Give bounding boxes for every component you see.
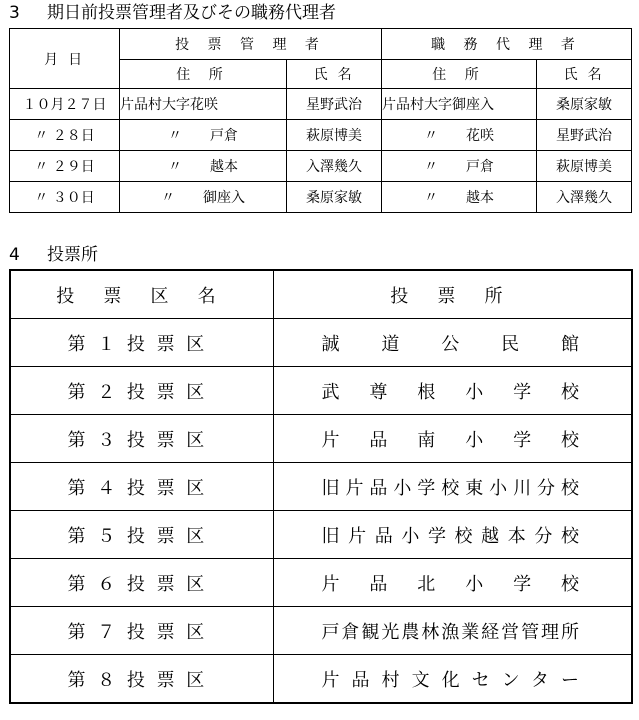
polling-station: 武尊根小学校 — [273, 367, 632, 415]
polling-station: 戸倉観光農林漁業経営管理所 — [273, 607, 632, 655]
row-date: １０月２７日 — [10, 89, 120, 120]
header-station: 投 票 所 — [273, 270, 632, 319]
row-date: 〃 ２９日 — [10, 151, 120, 182]
header-manager-group: 投 票 管 理 者 — [120, 29, 382, 60]
polling-station: 片品村文化センター — [273, 655, 632, 704]
table-row — [10, 607, 632, 655]
district-name: 第２投票区 — [10, 367, 273, 415]
header-deputy-address: 住 所 — [382, 60, 537, 89]
section-3-number: 3 — [9, 3, 20, 23]
header-date: 月 日 — [10, 29, 120, 89]
polling-station: 誠道公民館 — [273, 319, 632, 367]
row-deputy-name: 星野武治 — [537, 120, 632, 151]
row-deputy-name: 萩原博美 — [537, 151, 632, 182]
header-manager-name: 氏 名 — [287, 60, 382, 89]
table-row — [10, 463, 632, 511]
header-district: 投 票 区 名 — [10, 270, 273, 319]
polling-station: 片品南小学校 — [273, 415, 632, 463]
district-name: 第５投票区 — [10, 511, 273, 559]
row-deputy-address: 片品村大字御座入 — [382, 89, 537, 120]
row-manager-address: 〃 御座入 — [120, 182, 287, 213]
district-name: 第４投票区 — [10, 463, 273, 511]
row-date: 〃 ３０日 — [10, 182, 120, 213]
table-row — [10, 367, 632, 415]
section-4-number: 4 — [9, 245, 20, 265]
district-name: 第６投票区 — [10, 559, 273, 607]
early-voting-managers-table — [9, 28, 632, 213]
table-row — [10, 89, 632, 120]
row-manager-name: 星野武治 — [287, 89, 382, 120]
table-row — [10, 319, 632, 367]
header-deputy-name: 氏 名 — [537, 60, 632, 89]
polling-station: 旧片品小学校越本分校 — [273, 511, 632, 559]
row-deputy-address: 〃 戸倉 — [382, 151, 537, 182]
district-name: 第７投票区 — [10, 607, 273, 655]
row-deputy-address: 〃 花咲 — [382, 120, 537, 151]
section-4-title: 投票所 — [47, 245, 98, 265]
district-name: 第１投票区 — [10, 319, 273, 367]
polling-stations-table — [9, 269, 633, 704]
table-row — [10, 182, 632, 213]
header-deputy-group: 職 務 代 理 者 — [382, 29, 632, 60]
district-name: 第３投票区 — [10, 415, 273, 463]
table-row — [10, 415, 632, 463]
row-manager-name: 萩原博美 — [287, 120, 382, 151]
polling-station: 旧片品小学校東小川分校 — [273, 463, 632, 511]
section-3-title: 期日前投票管理者及びその職務代理者 — [47, 3, 336, 23]
district-name: 第８投票区 — [10, 655, 273, 704]
row-date: 〃 ２８日 — [10, 120, 120, 151]
header-manager-address: 住 所 — [120, 60, 287, 89]
row-manager-address: 〃 戸倉 — [120, 120, 287, 151]
table-row — [10, 655, 632, 704]
row-manager-name: 入澤幾久 — [287, 151, 382, 182]
row-deputy-name: 入澤幾久 — [537, 182, 632, 213]
section-4-heading — [9, 245, 98, 265]
row-deputy-address: 〃 越本 — [382, 182, 537, 213]
row-manager-name: 桑原家敏 — [287, 182, 382, 213]
table-row — [10, 559, 632, 607]
section-3-heading — [9, 3, 336, 23]
row-deputy-name: 桑原家敏 — [537, 89, 632, 120]
row-manager-address: 片品村大字花咲 — [120, 89, 287, 120]
polling-station: 片品北小学校 — [273, 559, 632, 607]
row-manager-address: 〃 越本 — [120, 151, 287, 182]
table-row — [10, 120, 632, 151]
table-row — [10, 511, 632, 559]
table-row — [10, 151, 632, 182]
